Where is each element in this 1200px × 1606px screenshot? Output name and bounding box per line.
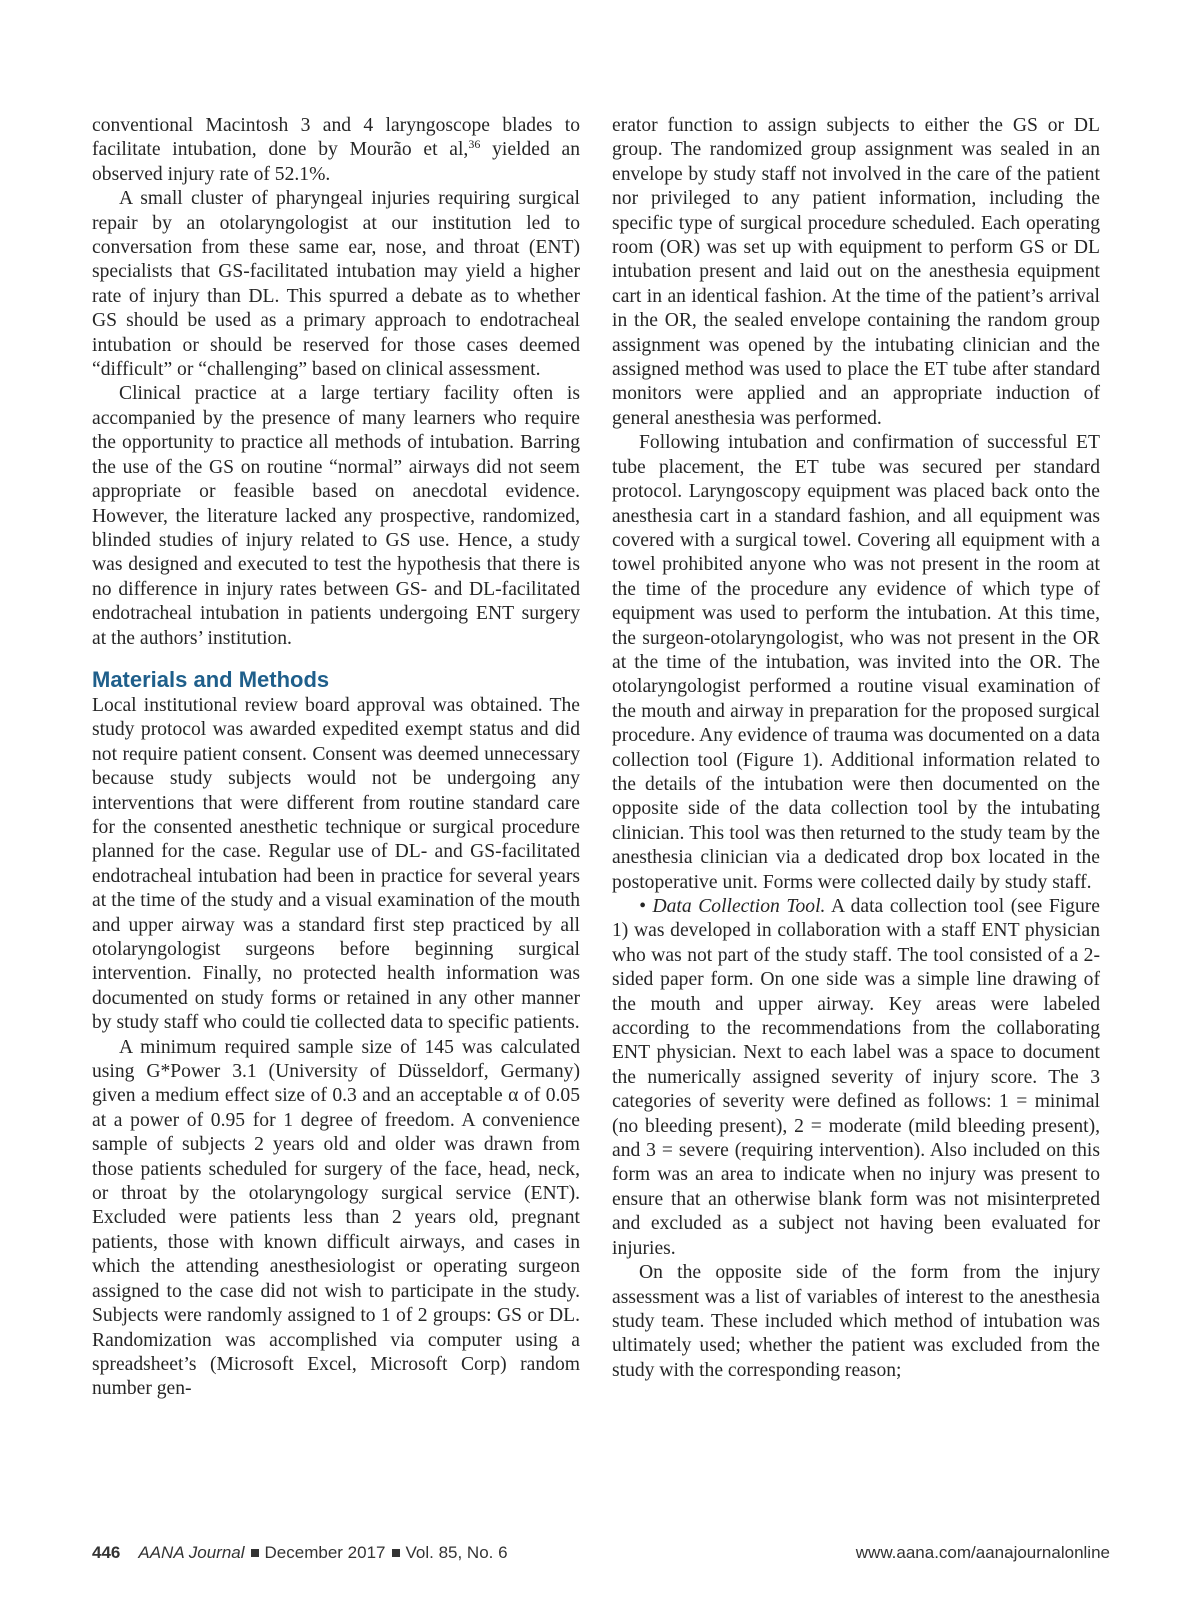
paragraph-text: A data collection tool (see Figure 1) was developed in collaboration with a staff ENT physician who was not part of the study staff. The tool consisted of a 2-sided paper form. On one side was a simple line drawing of the mouth and upper airway. Key areas were labeled according to the recommendations from the collaborating ENT physician. Next to each label was a space to document the numerically assigned severity of injury score. The 3 categories of severity were defined as follows: 1 = minimal (no bleeding present), 2 = moderate (mild bleeding present), and 3 = severe (requiring intervention). Also included on this form was an area to indicate when no injury was present to ensure that an otherwise blank form was not misinterpreted and excluded as a subject not having been evaluated for injuries. <box>612 896 1100 1259</box>
separator-icon <box>251 1549 259 1557</box>
paragraph-text: yielded an observed injury rate of 52.1%. <box>92 139 581 185</box>
paragraph <box>612 895 1100 1261</box>
paragraph-text: conventional Macintosh 3 and 4 laryngoscope blades to facilitate intubation, done by Mourão et al, <box>92 115 580 161</box>
subsection-lead: • Data Collection Tool. <box>639 896 826 917</box>
journal-url-link[interactable]: www.aana.com/aanajournalonline <box>855 1543 1110 1562</box>
journal-name: AANA Journal <box>138 1543 245 1562</box>
page-footer <box>92 1543 1110 1567</box>
paragraph: Local institutional review board approval was obtained. The study protocol was awarded expedited exempt status and did not require patient consent. Consent was deemed unnecessary because study subjects would not be undergoing any interventions that were different from routine standard care for the consented anesthetic technique or surgical procedure planned for the case. Regular use of DL- and GS-facilitated endotracheal intubation had been in practice for several years at the time of the study and a visual examination of the mouth and upper airway was a standard first step practiced by all otolaryngologist surgeons before beginning surgical intervention. Finally, no protected health information was documented on study forms or retained in any other manner by study staff who could tie collected data to specific patients. <box>92 694 580 1034</box>
paragraph: On the opposite side of the form from the injury assessment was a list of variables of interest to the anesthesia study team. These included which method of intubation was ultimately used; whether the patient was excluded from the study with the corresponding reason; <box>612 1262 1100 1381</box>
paragraph <box>92 114 580 187</box>
paragraph: erator function to assign subjects to either the GS or DL group. The randomized group assignment was sealed in an envelope by study staff not involved in the care of the patient nor privileged to any patient information, including the specific type of surgical procedure scheduled. Each operating room (OR) was set up with equipment to perform GS or DL intubation present and laid out on the anesthesia equipment cart in an identical fashion. At the time of the patient’s arrival in the OR, the sealed envelope containing the random group assignment was opened by the intubating clinician and the assigned method was used to place the ET tube after standard monitors were applied and an appropriate induction of general anesthesia was performed. <box>612 115 1100 429</box>
paragraph: Following intubation and confirmation of successful ET tube placement, the ET tube was secured per standard protocol. Laryngoscopy equipment was placed back onto the anesthesia cart in a standard fashion, and all equipment was covered with a surgical towel. Covering all equipment with a towel prohibited anyone who was not present in the room at the time of the procedure any evidence of which type of equipment was used to perform the intubation. At this time, the surgeon-otolaryngologist, who was not present in the OR at the time of the intubation, was invited into the OR. The otolaryngologist performed a routine visual examination of the mouth and airway in preparation for the proposed surgical procedure. Any evidence of trauma was documented on a data collection tool (Figure 1). Additional information related to the details of the intubation were then documented on the opposite side of the data collection tool by the intubating clinician. This tool was then returned to the study team by the anesthesia clinician via a dedicated drop box located in the postoperative unit. Forms were collected daily by study staff. <box>612 432 1100 893</box>
citation-superscript: 36 <box>468 137 481 152</box>
paragraph: Clinical practice at a large tertiary facility often is accompanied by the presence of many learners who require the opportunity to practice all methods of intubation. Barring the use of the GS on routine “normal” airways did not seem appropriate or feasible based on anecdotal evidence. However, the literature lacked any prospective, randomized, blinded studies of injury related to GS use. Hence, a study was designed and executed to test the hypothesis that there is no difference in injury rates between GS- and DL-facilitated endotracheal intubation in patients undergoing ENT surgery at the authors’ institution. <box>92 383 580 649</box>
left-column <box>92 114 580 1402</box>
issue-date: December 2017 <box>264 1543 386 1562</box>
page-number: 446 <box>92 1543 121 1562</box>
paragraph: A minimum required sample size of 145 was calculated using G*Power 3.1 (University of Düsseldorf, Germany) given a medium effect size of 0.3 and an acceptable α of 0.05 at a power of 0.95 for 1 degree of freedom. A convenience sample of subjects 2 years old and older was drawn from those patients scheduled for surgery of the face, head, neck, or throat by the otolaryngology surgical service (ENT). Excluded were patients less than 2 years old, pregnant patients, those with known difficult airways, and cases in which the attending anesthesiologist or operating surgeon assigned to the case did not wish to participate in the study. Subjects were randomly assigned to 1 of 2 groups: GS or DL. Randomization was accomplished via computer using a spreadsheet’s (Microsoft Excel, Microsoft Corp) random number gen- <box>92 1036 580 1400</box>
section-heading: Materials and Methods <box>92 666 330 692</box>
volume-issue: Vol. 85, No. 6 <box>405 1543 508 1562</box>
separator-icon <box>392 1549 400 1557</box>
paragraph: A small cluster of pharyngeal injuries requiring surgical repair by an otolaryngologist at our institution led to conversation from these same ear, nose, and throat (ENT) specialists that GS-facilitated intubation may yield a higher rate of injury than DL. This spurred a debate as to whether GS should be used as a primary approach to endotracheal intubation or should be reserved for those cases deemed “difficult” or “challenging” based on clinical assessment. <box>92 188 580 381</box>
right-column <box>612 114 1100 1383</box>
